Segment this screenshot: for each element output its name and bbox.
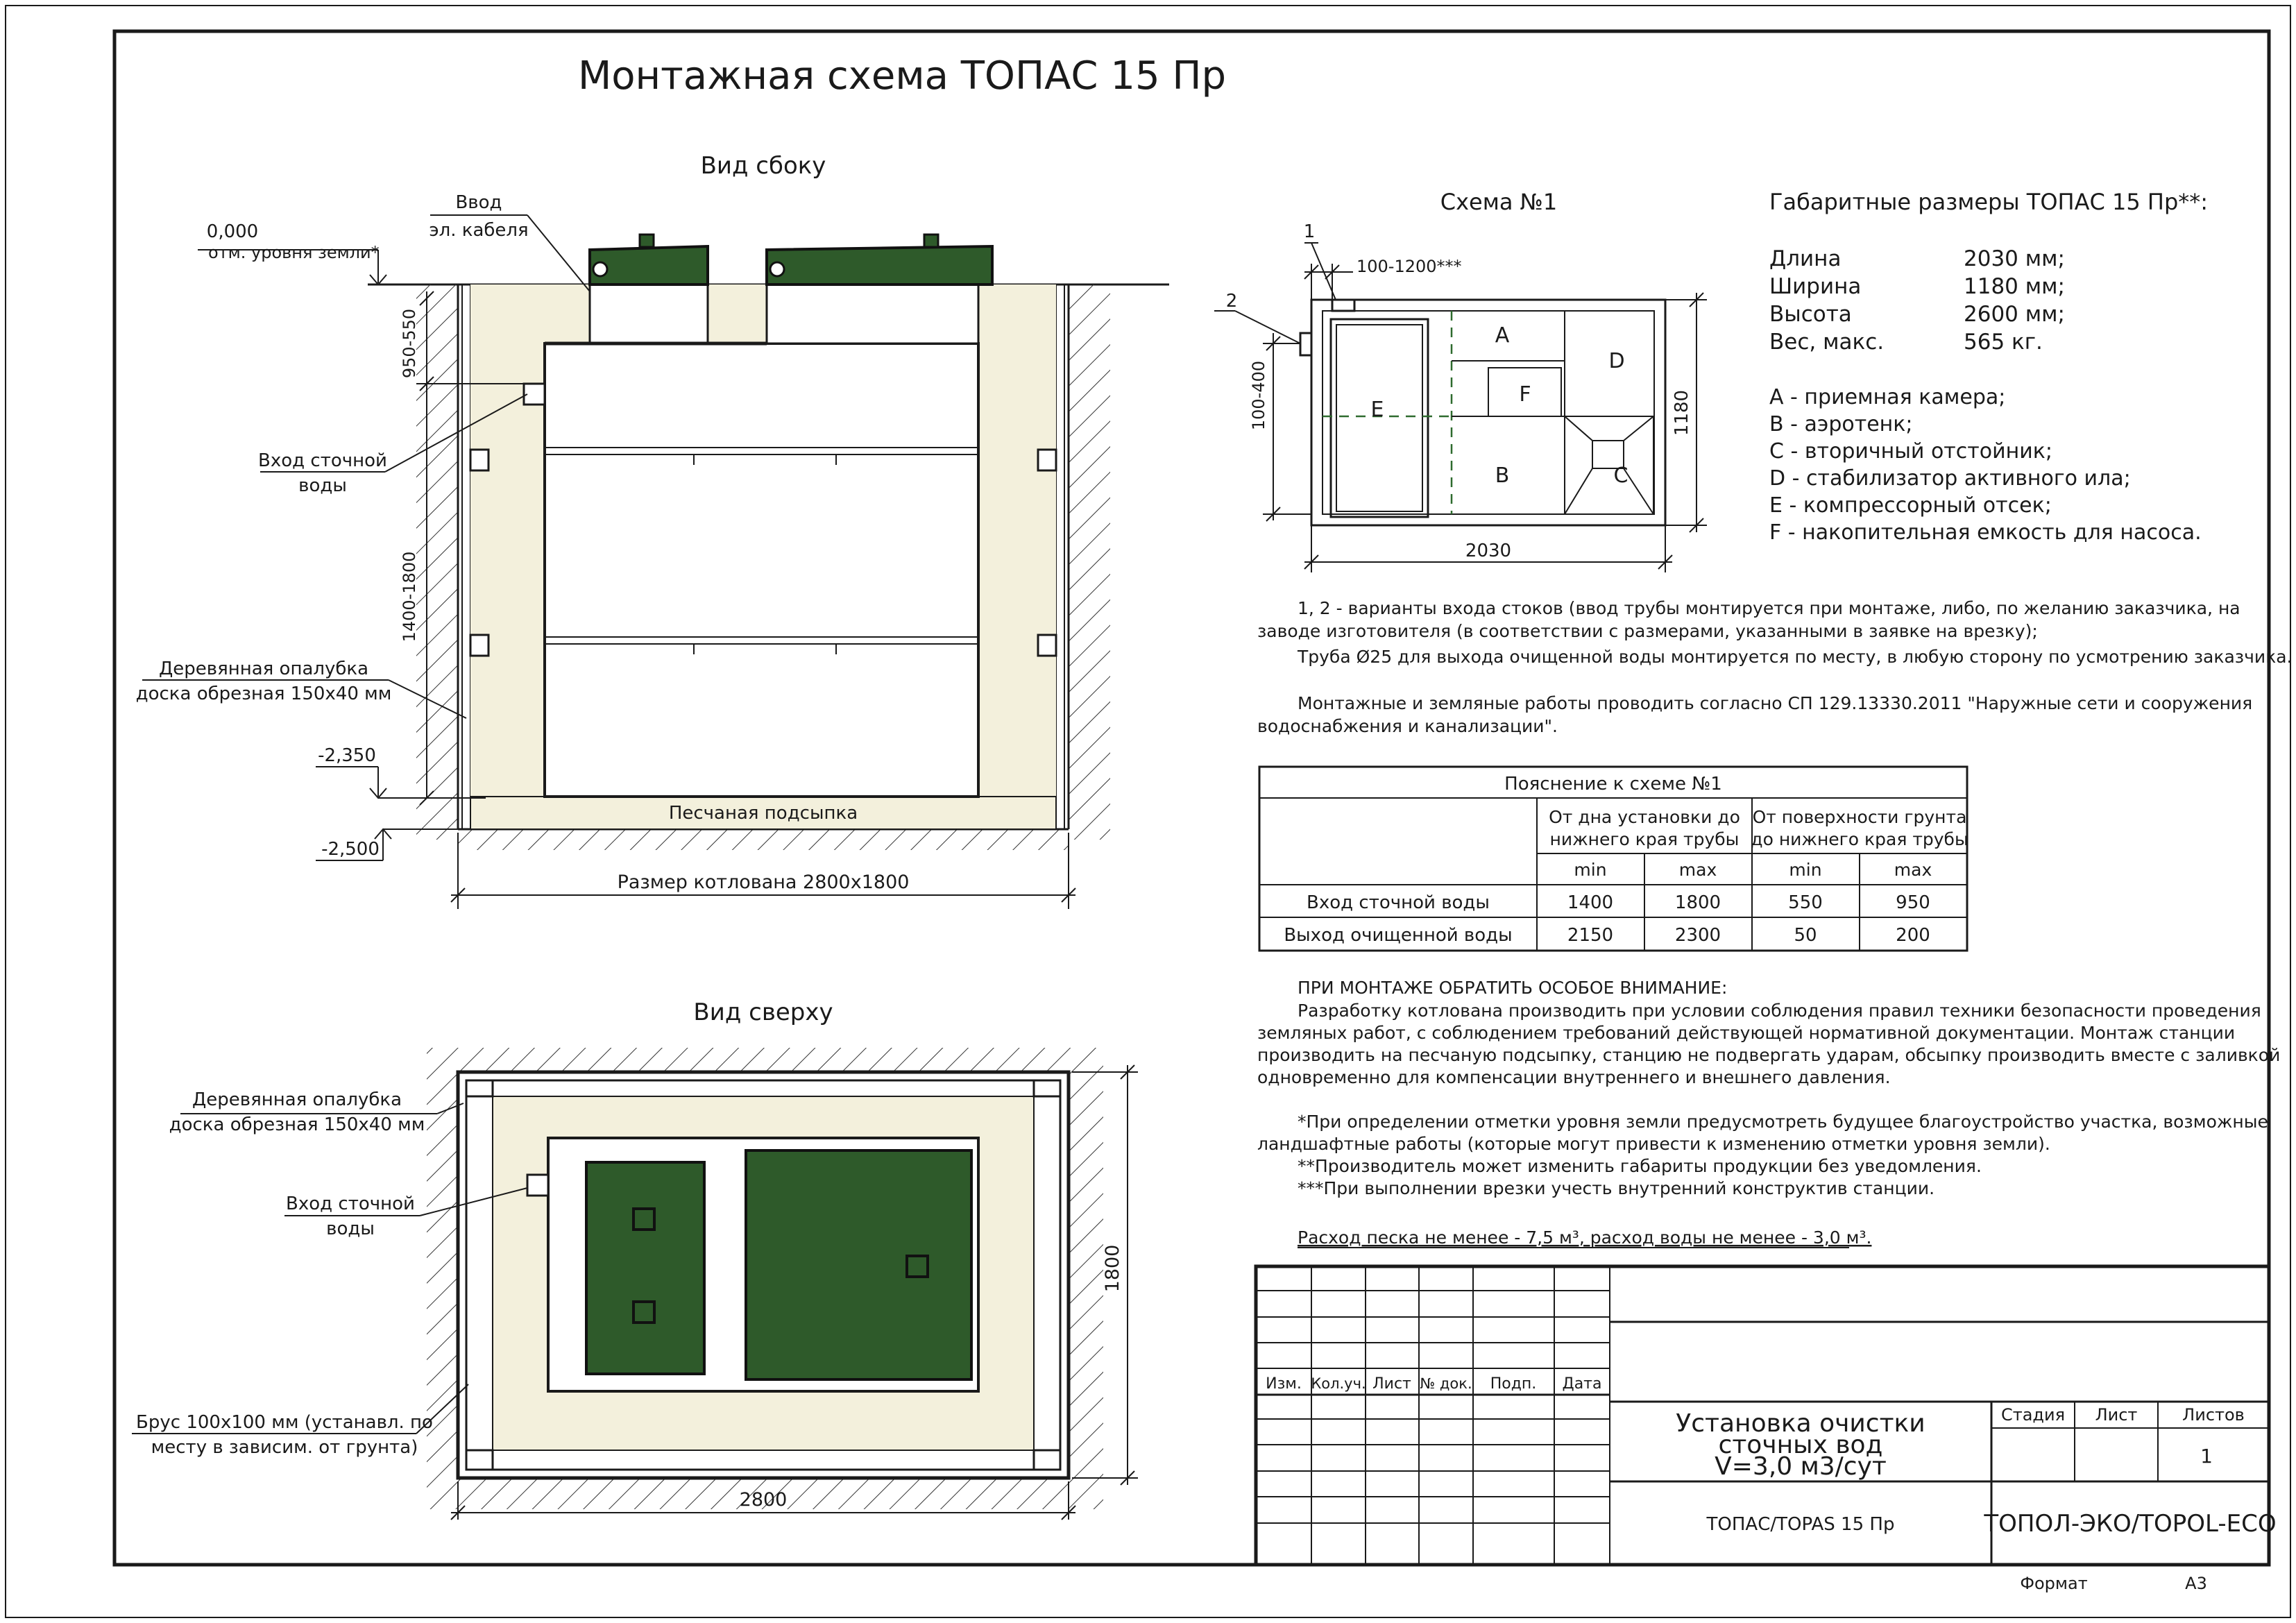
top-dim-height: 1800 bbox=[1102, 1244, 1123, 1293]
table-group1-l1: От дна установки до bbox=[1549, 807, 1740, 827]
top-inlet-l1: Вход сточной bbox=[286, 1193, 415, 1214]
top-inlet-l2: воды bbox=[326, 1218, 375, 1239]
inlet-l1: Вход сточной bbox=[258, 450, 387, 471]
note-3-l1: Монтажные и земляные работы проводить согласно СП 129.13330.2011 "Наружные сети и сооружения bbox=[1298, 693, 2253, 713]
note-2: Труба Ø25 для выхода очищенной воды монтируется по месту, в любую сторону по усмотрению заказчика. bbox=[1298, 647, 2293, 667]
format-label: Формат bbox=[2020, 1574, 2088, 1593]
explanation-table bbox=[1259, 767, 1968, 951]
scheme-dim-right: 1180 bbox=[1672, 389, 1692, 436]
top-view-heading: Вид сверху bbox=[693, 999, 833, 1026]
stamp-col-data: Дата bbox=[1562, 1375, 1602, 1393]
inlet-l2: воды bbox=[298, 475, 347, 496]
table-row-0-label: Вход сточной воды bbox=[1307, 892, 1490, 913]
table-row-1-v0: 2150 bbox=[1567, 925, 1614, 946]
dimensions-heading: Габаритные размеры ТОПАС 15 Пр**: bbox=[1769, 189, 2209, 215]
stamp-col-doc: № док. bbox=[1420, 1375, 1472, 1392]
dim-row-3-value: 565 кг. bbox=[1964, 330, 2043, 355]
stamp-name-l3: V=3,0 м3/сут bbox=[1715, 1452, 1887, 1481]
scheme-heading: Схема №1 bbox=[1440, 189, 1558, 215]
pit-size-label: Размер котлована 2800х1800 bbox=[617, 872, 910, 893]
station-body bbox=[545, 343, 978, 797]
table-row-1-v1: 2300 bbox=[1674, 925, 1721, 946]
footnote-1-l1: *При определении отметки уровня земли предусмотреть будущее благоустройство участка, возможные bbox=[1298, 1112, 2268, 1132]
dim-row-2-label: Высота bbox=[1769, 302, 1852, 327]
table-min-1: min bbox=[1574, 860, 1607, 880]
attention-l3: производить на песчаную подсыпку, станцию не подвергать ударам, обсыпку производить вместе с заливкой bbox=[1257, 1045, 2281, 1065]
legend-3: D - стабилизатор активного ила; bbox=[1769, 466, 2131, 491]
legend-0: А - приемная камера; bbox=[1769, 385, 2006, 409]
legend-1: В - аэротенк; bbox=[1769, 412, 1913, 436]
dim-row-3-label: Вес, макс. bbox=[1769, 330, 1885, 355]
scheme-mark-2: 2 bbox=[1225, 291, 1238, 312]
table-row-1-v2: 50 bbox=[1794, 925, 1817, 946]
table-row-1-label: Выход очищенной воды bbox=[1284, 925, 1513, 946]
note-1-l1: 1, 2 - варианты входа стоков (ввод трубы монтируется при монтаже, либо, по желанию заказчика, на bbox=[1298, 598, 2240, 618]
formwork-l2: доска обрезная 150х40 мм bbox=[135, 683, 392, 704]
formwork-board-left bbox=[462, 284, 470, 829]
scheme-zone-c bbox=[1565, 416, 1653, 514]
legend-4: Е - компрессорный отсек; bbox=[1769, 493, 2052, 518]
formwork-l1: Деревянная опалубка bbox=[158, 658, 369, 679]
table-row-1-v3: 200 bbox=[1896, 925, 1930, 946]
table-max-1: max bbox=[1678, 860, 1717, 880]
scheme-mark-1: 1 bbox=[1303, 221, 1316, 242]
dim-row-2-value: 2600 мм; bbox=[1964, 302, 2065, 327]
zone-c-label: C bbox=[1613, 464, 1629, 488]
notes bbox=[1257, 598, 2292, 736]
legend-2: С - вторичный отстойник; bbox=[1769, 439, 2052, 464]
cable-entry-l2: эл. кабеля bbox=[429, 220, 529, 241]
station-neck-right bbox=[767, 284, 978, 343]
table-title: Пояснение к схеме №1 bbox=[1504, 774, 1722, 794]
stamp-sheet: Лист bbox=[2095, 1405, 2138, 1425]
table-group2-l2: до нижнего края трубы bbox=[1751, 829, 1968, 849]
lid-right bbox=[767, 246, 992, 284]
top-inlet-pipe bbox=[527, 1175, 548, 1196]
scheme-dim-bottom: 2030 bbox=[1465, 541, 1512, 561]
top-lid-left bbox=[586, 1162, 704, 1374]
page-title: Монтажная схема ТОПАС 15 Пр bbox=[577, 53, 1227, 99]
table-row-0-v3: 950 bbox=[1896, 892, 1930, 913]
top-beam-l1: Брус 100х100 мм (устанавл. по bbox=[136, 1412, 433, 1433]
lid-handle-left bbox=[640, 235, 654, 247]
footnote-1-l2: ландшафтные работы (которые могут привести к изменению отметки уровня земли). bbox=[1257, 1134, 2050, 1154]
scheme-1 bbox=[1214, 189, 1707, 572]
attention-l2: земляных работ, с соблюдением требований действующей нормативной документации. Монтаж станции bbox=[1257, 1023, 2236, 1043]
stamp-name-l1: Установка очистки bbox=[1676, 1409, 1925, 1438]
stamp-col-kolych: Кол.уч. bbox=[1311, 1375, 1366, 1392]
table-group2-l1: От поверхности грунта bbox=[1752, 807, 1967, 827]
zone-d-label: D bbox=[1608, 349, 1625, 373]
lid-hinge-right bbox=[770, 262, 784, 276]
lid-handle-right bbox=[924, 235, 938, 247]
stamp-col-podp: Подп. bbox=[1490, 1375, 1537, 1393]
table-row-0-v0: 1400 bbox=[1567, 892, 1614, 913]
consumption-note: Расход песка не менее - 7,5 м³, расход воды не менее - 3,0 м³. bbox=[1298, 1227, 1872, 1248]
formwork-board-right bbox=[1056, 284, 1064, 829]
dim-row-1-value: 1180 мм; bbox=[1964, 274, 2065, 299]
zone-a-label: A bbox=[1495, 323, 1510, 348]
top-lid-right bbox=[746, 1150, 971, 1379]
stamp-company: ТОПОЛ-ЭКО/TOPOL-ECO bbox=[1984, 1510, 2277, 1538]
note-3-l2: водоснабжения и канализации". bbox=[1257, 716, 1558, 736]
level-2350: -2,350 bbox=[318, 745, 376, 766]
lid-hinge-left bbox=[593, 262, 607, 276]
footnote-3: ***При выполнении врезки учесть внутренний конструктив станции. bbox=[1298, 1178, 1935, 1198]
soil-hatch-right bbox=[1069, 284, 1110, 840]
table-min-2: min bbox=[1789, 860, 1822, 880]
top-formwork-l2: доска обрезная 150х40 мм bbox=[169, 1114, 425, 1135]
attention-l4: одновременно для компенсации внутреннего и внешнего давления. bbox=[1257, 1067, 1891, 1087]
sand-bed-label: Песчаная подсыпка bbox=[668, 803, 858, 824]
scheme-inlet-2 bbox=[1300, 333, 1311, 355]
table-row-0-v1: 1800 bbox=[1674, 892, 1721, 913]
station-neck-left bbox=[590, 284, 708, 343]
soil-hatch-left bbox=[416, 284, 458, 840]
scheme-inlet-1 bbox=[1332, 300, 1354, 311]
dim-1400-1800: 1400-1800 bbox=[400, 551, 419, 643]
scheme-dim-left: 100-400 bbox=[1249, 360, 1268, 431]
dim-row-1-label: Ширина bbox=[1769, 274, 1862, 299]
dim-row-0-value: 2030 мм; bbox=[1964, 246, 2065, 271]
title-block bbox=[1256, 1266, 2277, 1593]
top-beam-l2: месту в зависим. от грунта) bbox=[151, 1437, 418, 1458]
table-max-2: max bbox=[1894, 860, 1932, 880]
stamp-col-list: Лист bbox=[1372, 1375, 1411, 1393]
attention-l1: Разработку котлована производить при условии соблюдения правил техники безопасности проведения bbox=[1298, 1001, 2261, 1021]
cable-entry-l1: Ввод bbox=[455, 192, 502, 213]
soil-hatch-bottom bbox=[458, 829, 1069, 850]
zone-f-label: F bbox=[1519, 382, 1531, 407]
top-view bbox=[132, 999, 1138, 1520]
table-row-0-v2: 550 bbox=[1788, 892, 1823, 913]
lid-left bbox=[590, 246, 708, 284]
level-zero-note: отм. уровня земли* bbox=[208, 243, 380, 262]
zone-e-label: E bbox=[1370, 398, 1384, 422]
attention-heading: ПРИ МОНТАЖЕ ОБРАТИТЬ ОСОБОЕ ВНИМАНИЕ: bbox=[1298, 978, 1728, 998]
stamp-stage: Стадия bbox=[2000, 1405, 2066, 1425]
zone-b-label: B bbox=[1495, 464, 1510, 488]
level-2500: -2,500 bbox=[321, 839, 380, 860]
top-dim-width: 2800 bbox=[739, 1489, 788, 1511]
stamp-col-izm: Изм. bbox=[1266, 1375, 1302, 1393]
side-view-heading: Вид сбоку bbox=[700, 152, 826, 180]
attention-block bbox=[1257, 978, 2280, 1248]
side-view bbox=[136, 152, 1169, 909]
dim-row-0-label: Длина bbox=[1769, 246, 1842, 271]
format-value: А3 bbox=[2185, 1574, 2207, 1593]
stamp-product: ТОПАС/TOPAS 15 Пр bbox=[1706, 1514, 1895, 1535]
stamp-sheets: Листов bbox=[2182, 1405, 2245, 1425]
dimensions-block bbox=[1769, 189, 2208, 545]
table-group1-l2: нижнего края трубы bbox=[1549, 829, 1740, 849]
level-zero: 0,000 bbox=[206, 221, 259, 242]
note-1-l2: заводе изготовителя (в соответствии с размерами, указанными в заявке на врезку); bbox=[1257, 621, 2038, 641]
stamp-sheets-value: 1 bbox=[2200, 1445, 2213, 1468]
top-formwork-l1: Деревянная опалубка bbox=[192, 1089, 402, 1110]
dim-950-550: 950-550 bbox=[400, 308, 419, 379]
scheme-dim-top: 100-1200*** bbox=[1357, 257, 1462, 276]
footnote-2: **Производитель может изменить габариты продукции без уведомления. bbox=[1298, 1156, 1982, 1176]
stamp-name-l2: сточных вод bbox=[1718, 1431, 1883, 1459]
legend-5: F - накопительная емкость для насоса. bbox=[1769, 520, 2202, 545]
